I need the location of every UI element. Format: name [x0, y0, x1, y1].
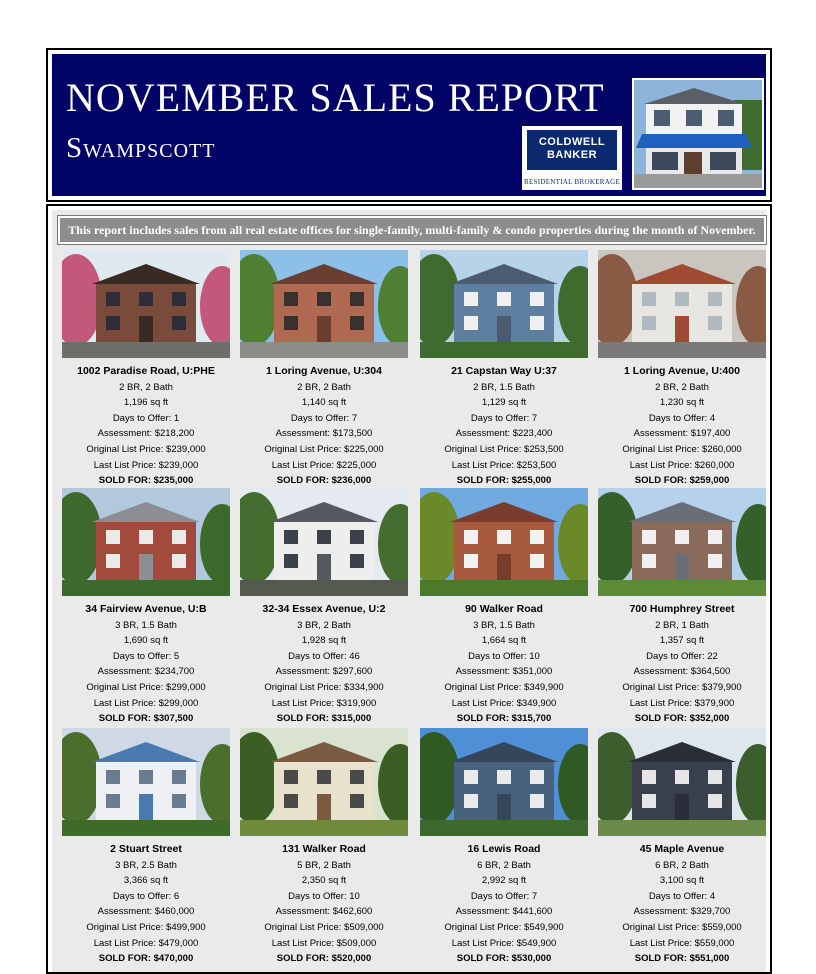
listing-sqft: 1,230 sq ft	[659, 397, 705, 409]
logo-line-1: COLDWELL	[538, 136, 606, 148]
listing-sqft: 2,992 sq ft	[481, 875, 527, 887]
listing-assessment: Assessment: $441,600	[455, 906, 553, 918]
listing-last-price: Last List Price: $319,900	[271, 697, 377, 709]
report-banner	[46, 48, 772, 202]
property-photo	[420, 488, 588, 596]
listing-rooms: 3 BR, 1.5 Bath	[473, 619, 535, 631]
property-photo	[62, 250, 230, 358]
listing-details	[594, 602, 770, 727]
listing-details	[58, 842, 234, 967]
listing-rooms: 5 BR, 2 Bath	[297, 859, 351, 871]
listing-address: 34 Fairview Avenue, U:B	[85, 603, 207, 615]
listing-last-price: Last List Price: $299,000	[93, 697, 199, 709]
listing-days-to-offer: Days to Offer: 22	[646, 650, 718, 662]
listing-assessment: Assessment: $364,500	[633, 666, 731, 678]
listing-original-price: Original List Price: $559,000	[622, 921, 742, 933]
listing-original-price: Original List Price: $549,900	[444, 921, 564, 933]
listing-details	[594, 364, 770, 489]
listing-sold-price: SOLD FOR: $235,000	[98, 475, 194, 487]
listing-days-to-offer: Days to Offer: 10	[468, 650, 540, 662]
listing-assessment: Assessment: $223,400	[455, 428, 553, 440]
listing-details	[58, 364, 234, 489]
listing-address: 2 Stuart Street	[110, 843, 182, 855]
listing-address: 700 Humphrey Street	[629, 603, 735, 615]
listing-assessment: Assessment: $297,600	[275, 666, 373, 678]
listing-sqft: 1,928 sq ft	[301, 635, 347, 647]
listing-rooms: 2 BR, 2 Bath	[297, 381, 351, 393]
listing-details	[594, 842, 770, 967]
listing-days-to-offer: Days to Offer: 1	[112, 412, 180, 424]
listing-sqft: 1,357 sq ft	[659, 635, 705, 647]
listing-assessment: Assessment: $462,600	[275, 906, 373, 918]
listing-days-to-offer: Days to Offer: 4	[648, 890, 716, 902]
property-photo	[62, 488, 230, 596]
listing-sold-price: SOLD FOR: $530,000	[456, 953, 552, 965]
listing-last-price: Last List Price: $549,900	[451, 937, 557, 949]
listings-frame	[46, 204, 772, 974]
listing-sqft: 1,140 sq ft	[301, 397, 347, 409]
listing-address: 1 Loring Avenue, U:304	[266, 365, 382, 377]
listing-sold-price: SOLD FOR: $551,000	[634, 953, 730, 965]
banner-background	[52, 54, 766, 196]
report-title: NOVEMBER SALES REPORT	[66, 75, 605, 120]
listings-panel	[52, 210, 766, 972]
listing-sqft: 1,664 sq ft	[481, 635, 527, 647]
listing-sold-price: SOLD FOR: $307,500	[98, 713, 194, 725]
listing-rooms: 6 BR, 2 Bath	[477, 859, 531, 871]
listing-assessment: Assessment: $460,000	[97, 906, 195, 918]
property-photo	[240, 728, 408, 836]
listing-rooms: 2 BR, 2 Bath	[655, 381, 709, 393]
logo-line-2: BANKER	[546, 149, 598, 161]
listing-sqft: 1,690 sq ft	[123, 635, 169, 647]
listing-days-to-offer: Days to Offer: 7	[470, 412, 538, 424]
listing-sold-price: SOLD FOR: $255,000	[456, 475, 552, 487]
listing-details	[236, 602, 412, 727]
listing-rooms: 3 BR, 2.5 Bath	[115, 859, 177, 871]
listing-details	[416, 364, 592, 489]
listing-rooms: 3 BR, 2 Bath	[297, 619, 351, 631]
listing-sqft: 2,350 sq ft	[301, 875, 347, 887]
listing-details	[58, 602, 234, 727]
listing-assessment: Assessment: $351,000	[455, 666, 553, 678]
listing-sold-price: SOLD FOR: $315,700	[456, 713, 552, 725]
listing-details	[236, 364, 412, 489]
listing-days-to-offer: Days to Offer: 7	[290, 412, 358, 424]
listing-days-to-offer: Days to Offer: 5	[112, 650, 180, 662]
listing-address: 1 Loring Avenue, U:400	[624, 365, 740, 377]
listing-days-to-offer: Days to Offer: 4	[648, 412, 716, 424]
listing-original-price: Original List Price: $260,000	[622, 443, 742, 455]
listing-rooms: 6 BR, 2 Bath	[655, 859, 709, 871]
listing-rooms: 2 BR, 2 Bath	[119, 381, 173, 393]
listing-sold-price: SOLD FOR: $315,000	[276, 713, 372, 725]
property-photo	[598, 728, 766, 836]
listing-rooms: 3 BR, 1.5 Bath	[115, 619, 177, 631]
listing-sold-price: SOLD FOR: $470,000	[98, 953, 194, 965]
listing-sold-price: SOLD FOR: $520,000	[276, 953, 372, 965]
logo-tagline: RESIDENTIAL BROKERAGE	[523, 178, 621, 186]
listing-sqft: 1,129 sq ft	[481, 397, 527, 409]
listing-details	[416, 602, 592, 727]
listing-days-to-offer: Days to Offer: 46	[288, 650, 360, 662]
listing-days-to-offer: Days to Offer: 6	[112, 890, 180, 902]
listing-address: 32-34 Essex Avenue, U:2	[262, 603, 386, 615]
property-photo	[420, 250, 588, 358]
listing-assessment: Assessment: $173,500	[275, 428, 373, 440]
listing-days-to-offer: Days to Offer: 10	[288, 890, 360, 902]
listing-last-price: Last List Price: $559,000	[629, 937, 735, 949]
listing-details	[236, 842, 412, 967]
listing-last-price: Last List Price: $253,500	[451, 459, 557, 471]
report-subtitle: Swampscott	[66, 132, 216, 164]
listing-original-price: Original List Price: $379,900	[622, 681, 742, 693]
listing-sqft: 1,196 sq ft	[123, 397, 169, 409]
listing-last-price: Last List Price: $379,900	[629, 697, 735, 709]
listing-days-to-offer: Days to Offer: 7	[470, 890, 538, 902]
property-photo	[240, 250, 408, 358]
listing-original-price: Original List Price: $253,500	[444, 443, 564, 455]
listing-last-price: Last List Price: $225,000	[271, 459, 377, 471]
listing-original-price: Original List Price: $225,000	[264, 443, 384, 455]
listing-address: 16 Lewis Road	[467, 843, 541, 855]
listing-address: 131 Walker Road	[282, 843, 366, 855]
listing-sold-price: SOLD FOR: $352,000	[634, 713, 730, 725]
property-photo	[598, 488, 766, 596]
listing-address: 90 Walker Road	[465, 603, 543, 615]
listing-last-price: Last List Price: $239,000	[93, 459, 199, 471]
listing-original-price: Original List Price: $334,900	[264, 681, 384, 693]
listing-assessment: Assessment: $218,200	[97, 428, 195, 440]
listing-original-price: Original List Price: $239,000	[86, 443, 206, 455]
listing-assessment: Assessment: $329,700	[633, 906, 731, 918]
listing-details	[416, 842, 592, 967]
coldwell-banker-logo	[522, 126, 622, 190]
listing-sold-price: SOLD FOR: $236,000	[276, 475, 372, 487]
listing-last-price: Last List Price: $349,900	[451, 697, 557, 709]
listing-last-price: Last List Price: $509,000	[271, 937, 377, 949]
listing-assessment: Assessment: $234,700	[97, 666, 195, 678]
listing-original-price: Original List Price: $509,000	[264, 921, 384, 933]
office-photo	[632, 78, 764, 190]
logo-mark	[527, 130, 617, 170]
listing-address: 45 Maple Avenue	[639, 843, 725, 855]
property-photo	[240, 488, 408, 596]
listing-last-price: Last List Price: $260,000	[629, 459, 735, 471]
listing-rooms: 2 BR, 1 Bath	[655, 619, 709, 631]
listing-sqft: 3,366 sq ft	[123, 875, 169, 887]
listing-address: 1002 Paradise Road, U:PHE	[77, 365, 215, 377]
property-photo	[62, 728, 230, 836]
property-photo	[598, 250, 766, 358]
listing-original-price: Original List Price: $299,000	[86, 681, 206, 693]
listing-address: 21 Capstan Way U:37	[451, 365, 557, 377]
listing-last-price: Last List Price: $479,000	[93, 937, 199, 949]
report-notice: This report includes sales from all real estate offices for single-family, multi-family & condo properties during the month of November.	[58, 216, 766, 244]
listing-sold-price: SOLD FOR: $259,000	[634, 475, 730, 487]
property-photo	[420, 728, 588, 836]
listing-rooms: 2 BR, 1.5 Bath	[473, 381, 535, 393]
listing-original-price: Original List Price: $499,900	[86, 921, 206, 933]
listing-original-price: Original List Price: $349,900	[444, 681, 564, 693]
listing-sqft: 3,100 sq ft	[659, 875, 705, 887]
listing-assessment: Assessment: $197,400	[633, 428, 731, 440]
